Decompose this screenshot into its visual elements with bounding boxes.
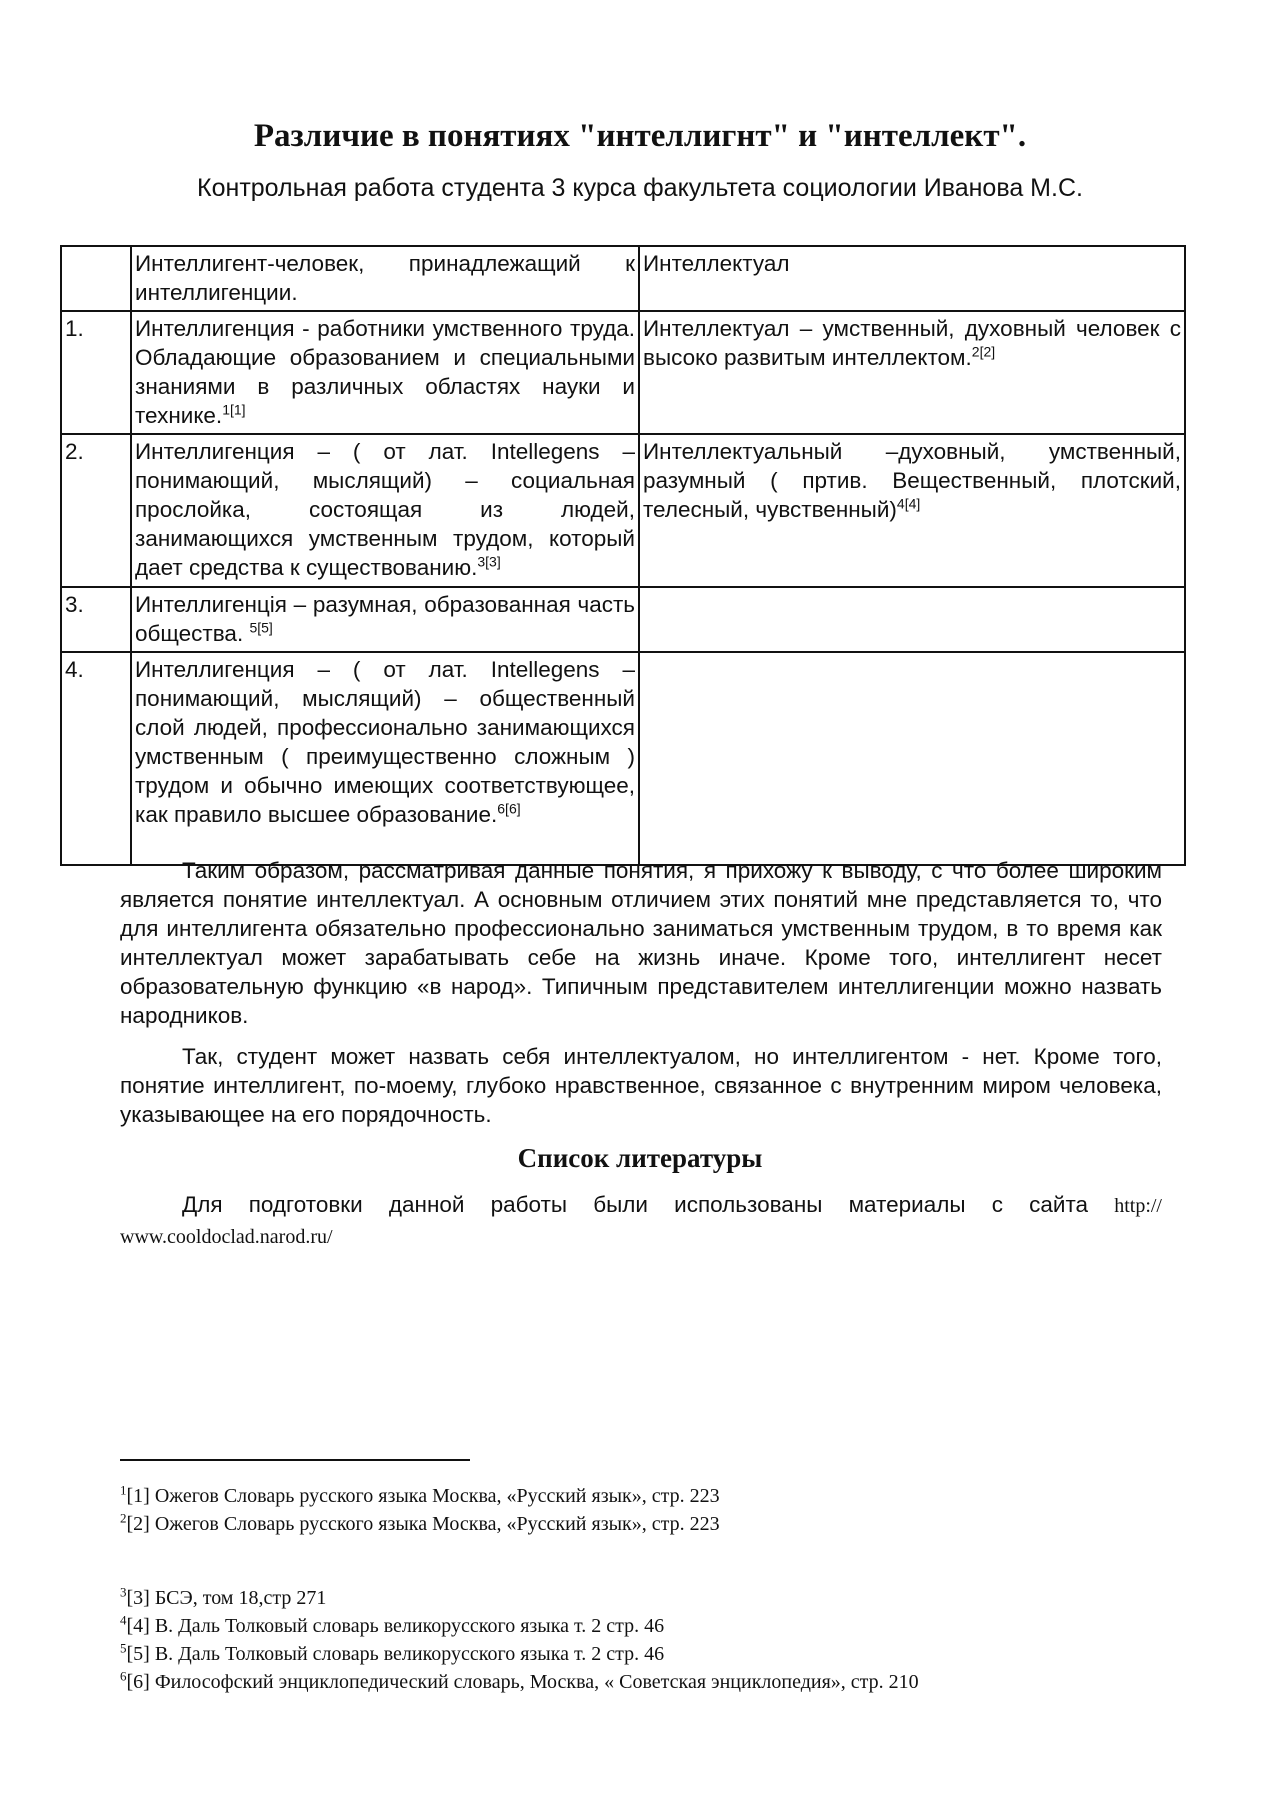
row-definition-intelligentsia	[131, 652, 639, 865]
footnote-mark: 3	[120, 1584, 127, 1600]
footnote-ref[interactable]: 3[3]	[477, 553, 501, 570]
row-definition-intellectual	[639, 587, 1185, 652]
table-row	[61, 434, 1185, 587]
cell-text: Интеллигенция - работники умственного труда. Обладающие образованием и специальными знаниями в различных областях науки и технике.	[135, 316, 635, 428]
cell-text: Интеллигенція – разумная, образованная часть общества.	[135, 592, 635, 646]
row-definition-intellectual	[639, 434, 1185, 587]
footnote-text: [6] Философский энциклопедический словарь, Москва, « Советская энциклопедия», стр. 210	[126, 1671, 919, 1693]
cell-text: Интеллектуал – умственный, духовный человек с высоко развитым интеллектом.	[643, 316, 1181, 370]
table-header-row	[61, 246, 1185, 311]
row-number: 1.	[61, 311, 131, 434]
footnote-item	[120, 1612, 1120, 1640]
footnote-mark: 5	[120, 1640, 127, 1656]
row-definition-intelligentsia	[131, 311, 639, 434]
footnote-mark: 6	[120, 1668, 127, 1684]
footnote-text: [2] Ожегов Словарь русского языка Москва, «Русский язык», стр. 223	[126, 1513, 720, 1535]
cell-text: Интеллектуальный –духовный, умственный, разумный ( пртив. Вещественный, плотский, телесный, чувственный)	[643, 439, 1181, 522]
cell-text: Интеллигенция – ( от лат. Intellegens – понимающий, мыслящий) – социальная прослойка, состоящая из людей, занимающихся умственным трудом, который дает средства к существованию.	[135, 439, 635, 580]
cell-text: Интеллигенция – ( от лат. Intellegens – понимающий, мыслящий) – общественный слой людей, профессионально занимающихся умственным ( преимущественно сложным ) трудом и обычно имеющих соответствующее, как правило высшее образование.	[135, 657, 635, 827]
footnote-mark: 2	[120, 1510, 127, 1526]
page-title: Различие в понятиях "интеллигнт" и "интеллект".	[253, 118, 1027, 154]
footnote-ref[interactable]: 6[6]	[497, 800, 521, 817]
row-number: 2.	[61, 434, 131, 587]
footnote-item	[120, 1510, 1120, 1538]
footnote-item	[120, 1584, 1120, 1612]
references-heading: Список литературы	[517, 1143, 763, 1173]
footnote-mark: 4	[120, 1612, 127, 1628]
conclusion-paragraph-2: Так, студент может назвать себя интеллектуалом, но интеллигентом - нет. Кроме того, понятие интеллигент, по-моему, глубоко нравственное, связанное с внутренним миром человека, указывающее на его порядочность.	[120, 1044, 1162, 1127]
footnote-item	[120, 1482, 1120, 1510]
row-number: 3.	[61, 587, 131, 652]
footnote-separator	[120, 1459, 470, 1461]
row-definition-intelligentsia	[131, 587, 639, 652]
table-header-intellectual: Интеллектуал	[639, 246, 1185, 311]
table-row	[61, 652, 1185, 865]
table-cell-num	[61, 246, 131, 311]
row-definition-intelligentsia	[131, 434, 639, 587]
references-sentence: Для подготовки данной работы были использованы материалы с сайта	[182, 1192, 1115, 1217]
footnote-ref[interactable]: 2[2]	[971, 343, 996, 360]
source-link[interactable]: http:// www.cooldoclad.narod.ru/	[120, 1195, 1162, 1248]
footnotes-group-1	[120, 1482, 1120, 1538]
footnote-item	[120, 1640, 1120, 1668]
footnote-text: [1] Ожегов Словарь русского языка Москва, «Русский язык», стр. 223	[126, 1485, 720, 1507]
footnote-item	[120, 1668, 1120, 1696]
table-header-intelligent: Интеллигент-человек, принадлежащий к интеллигенции.	[131, 246, 639, 311]
row-number: 4.	[61, 652, 131, 865]
footnote-ref[interactable]: 1[1]	[222, 401, 246, 418]
row-definition-intellectual	[639, 652, 1185, 865]
row-definition-intellectual	[639, 311, 1185, 434]
conclusion-section	[120, 856, 1162, 1141]
footnote-ref[interactable]: 5[5]	[249, 619, 273, 636]
references-text	[120, 1190, 1162, 1252]
page-subtitle: Контрольная работа студента 3 курса факультета социологии Иванова М.С.	[197, 174, 1083, 202]
footnote-ref[interactable]: 4[4]	[896, 495, 921, 512]
conclusion-paragraph-1: Таким образом, рассматривая данные понятия, я прихожу к выводу, с что более широким является понятие интеллектуал. А основным отличием этих понятий мне представляется то, что для интеллигента обязательно профессионально заниматься умственным трудом, в то время как интеллектуал может зарабатывать себе на жизнь иначе. Кроме того, интеллигент несет образовательную функцию «в народ». Типичным представителем интеллигенции можно назвать народников.	[120, 858, 1162, 1028]
table-row	[61, 311, 1185, 434]
footnote-text: [3] БСЭ, том 18,стр 271	[126, 1587, 327, 1609]
comparison-table	[60, 245, 1186, 866]
footnote-text: [5] В. Даль Толковый словарь великорусского языка т. 2 стр. 46	[126, 1643, 665, 1665]
footnote-text: [4] В. Даль Толковый словарь великорусского языка т. 2 стр. 46	[126, 1615, 665, 1637]
footnote-mark: 1	[120, 1482, 127, 1498]
table-row	[61, 587, 1185, 652]
footnotes-group-2	[120, 1584, 1120, 1696]
